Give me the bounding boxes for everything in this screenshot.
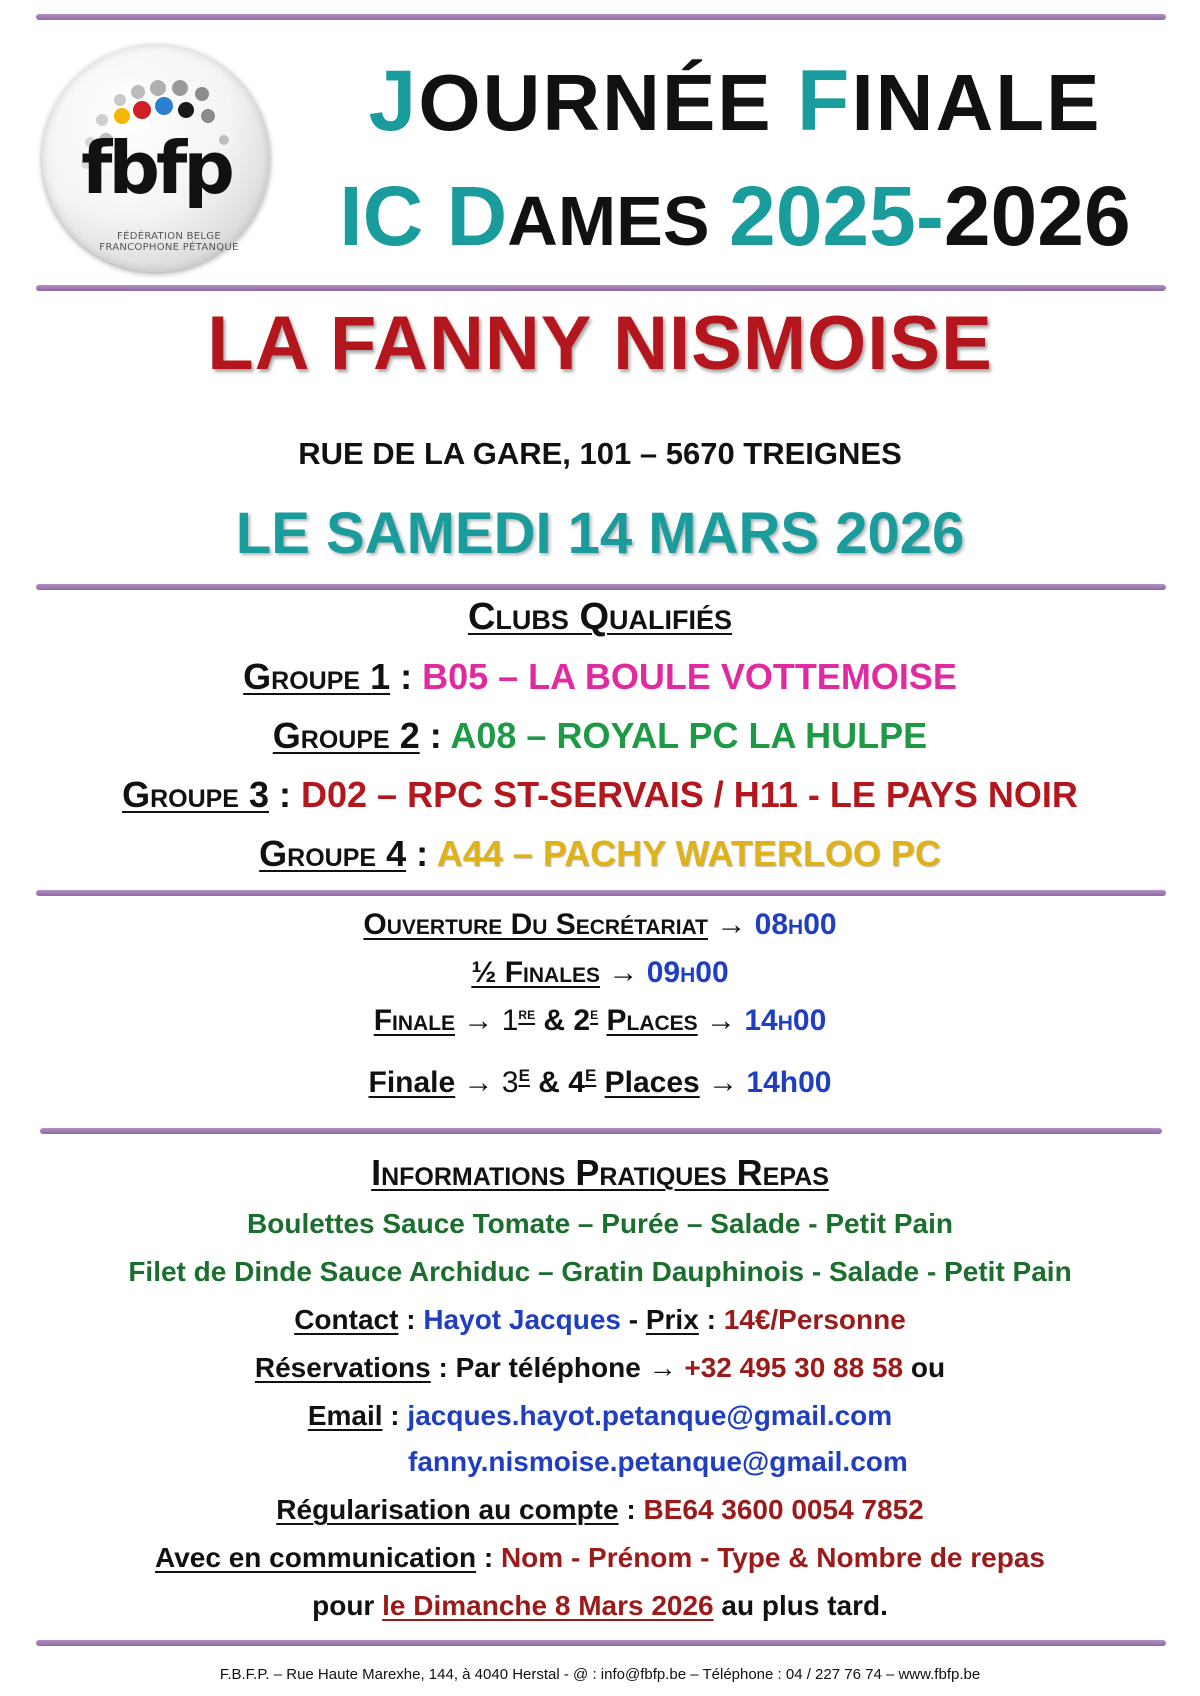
account-line: Régularisation au compte : BE64 3600 0054 7852 [276,1494,924,1525]
arrow-right-icon: → [706,1004,737,1037]
email-link-2[interactable]: fanny.nismoise.petanque@gmail.com [408,1446,908,1477]
venue-address: RUE DE LA GARE, 101 – 5670 TREIGNES [298,436,902,471]
group-row-4: Groupe 4 : A44 – PACHY WATERLOO PC [259,833,941,874]
divider-schedule [40,1128,1162,1134]
club-name: B05 – LA BOULE VOTTEMOISE [422,656,957,697]
group-row-2: Groupe 2 : A08 – ROYAL PC LA HULPE [272,715,928,756]
group-row-1: Groupe 1 : B05 – LA BOULE VOTTEMOISE [243,656,957,697]
page-title-line2: IC DAMES 2025-2026 [339,169,1131,263]
arrow-right-icon: → [463,1004,494,1037]
group-label: Groupe 3 [122,774,269,815]
email-link-1[interactable]: jacques.hayot.petanque@gmail.com [407,1400,893,1431]
schedule-final-1-2: Finale → 1re & 2e Places → 14h00 [373,1004,827,1037]
divider-footer [36,1640,1166,1646]
divider-header [36,285,1166,291]
info-title: Informations Pratiques Repas [371,1152,829,1193]
divider-clubs [36,890,1166,896]
communication-line: Avec en communication : Nom - Prénom - Type & Nombre de repas [155,1542,1045,1573]
logo-tagline: FÉDÉRATION BELGE FRANCOPHONE PÉTANQUE [99,231,239,253]
schedule-secretariat: Ouverture Du Secrétariat → 08h00 [363,908,837,941]
arrow-right-icon: → [708,1066,739,1099]
arrow-right-icon: → [608,956,639,989]
event-date: LE SAMEDI 14 MARS 2026 [235,501,965,566]
phone-number[interactable]: +32 495 30 88 58 [684,1352,904,1383]
email-line-2 [408,1446,908,1478]
club-name: A44 – PACHY WATERLOO PC [436,833,941,874]
group-label: Groupe 4 [259,833,407,874]
arrow-right-icon: → [716,908,747,941]
schedule-final-3-4: Finale → $3^E$ & $4^E$ Places → 14h00 [368,1066,832,1099]
contact-line: Contact : Hayot Jacques - Prix : 14€/Personne [294,1304,906,1335]
group-label: Groupe 2 [272,715,420,756]
reservations-line: Réservations : Par téléphone → +32 495 30 88 58 ou [254,1352,946,1383]
logo-wordmark: fbfp [81,126,231,210]
page-title-line1: JOURNÉE FINALE [368,53,1102,149]
footer-contact: F.B.F.P. – Rue Haute Marexhe, 144, à 4040 Herstal - @ : info@fbfp.be – Téléphone : 04 / 227 76 74 – www.fbfp.be [219,1666,981,1683]
arrow-right-icon: → [463,1066,494,1099]
club-name: A08 – ROYAL PC LA HULPE [450,715,928,756]
divider-top [36,14,1166,20]
email-line: Email : jacques.hayot.petanque@gmail.com [307,1400,893,1431]
divider-venue [36,584,1166,590]
menu-option-2: Filet de Dinde Sauce Archiduc – Gratin Dauphinois - Salade - Petit Pain [128,1256,1072,1287]
schedule-semifinals: ½ Finales → 09h00 [471,956,729,989]
group-label: Groupe 1 [243,656,391,697]
fbfp-logo [42,44,270,272]
club-name: D02 – RPC ST-SERVAIS / H11 - LE PAYS NOIR [301,774,1078,815]
deadline-line: pour le Dimanche 8 Mars 2026 au plus tard. [312,1590,888,1621]
venue-name: LA FANNY NISMOISE [207,301,993,386]
menu-option-1: Boulettes Sauce Tomate – Purée – Salade - Petit Pain [247,1208,953,1239]
group-row-3: Groupe 3 : D02 – RPC ST-SERVAIS / H11 - LE PAYS NOIR [122,774,1078,815]
clubs-title: Clubs Qualifiés [467,596,733,638]
